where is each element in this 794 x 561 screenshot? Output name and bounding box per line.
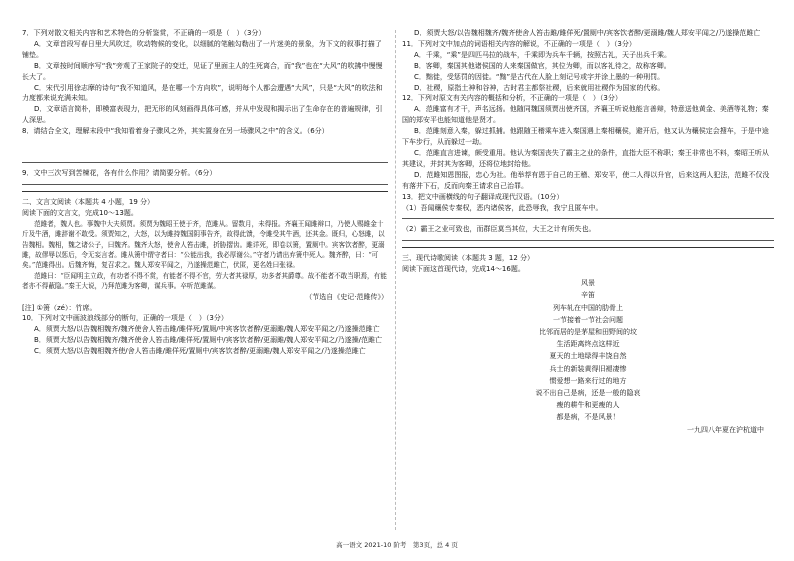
- poem-line: 瘦的耕牛和更瘦的人: [556, 401, 620, 410]
- poem-line: 列车轧在中国的肋骨上: [553, 303, 623, 312]
- q11-option-c: C．黜徙，受惩罚的因徙。“黜”是古代在人脸上刻记号或字并涂上墨的一种刑罚。: [414, 72, 665, 81]
- q10-option-c: C．须贾大怒/以告魏相魏齐使/舍人笞击雎/雎佯死/置厕中/宾客饮者醉/更溺雎/魏人郑安平闻之/乃遂操范雎亡: [34, 347, 366, 356]
- q13-sentence-2: （2）霸王之业可致也，而群臣莫当其位，大王之计有所失也。: [402, 225, 596, 234]
- q13-sentence-1: （1）吾闻穰侯专秦权，恶内诸侯客，此恐辱我，我宁且匿车中。: [402, 203, 603, 212]
- left-column: [22, 28, 388, 357]
- section-divider: [22, 191, 388, 192]
- q7-option-a: A．文章首段写春日里大风吹过，吹动物候的变化，以细腻的笔触勾勒出了一片迷美的景象，为下文的叙事打描了铺垫。: [22, 39, 382, 59]
- answer-line: [402, 218, 774, 219]
- passage-paragraph: 范雎曰：“臣闻明主立政，有功者不得不赏，有能者不得不官，劳大者其禄厚，功多者其爵尊。故不能者不敢当职焉，有能者亦不得蔽隐。”秦王大说，乃拜范雎为客卿，谋兵事。卒听范雎谋。: [22, 271, 387, 291]
- section-divider: [402, 247, 774, 248]
- q11-stem: 11．下列对文中加点的词语相关内容的解说，不正确的一项是（ ）（3分）: [402, 39, 636, 48]
- q10-option-d: D．须贾大怒/以告魏相魏齐/魏齐使舍人笞击雎/雎佯死/置厕中/宾客饮者醉/更溺雎/魏人郑安平闻之/乃遂操范雎亡: [414, 29, 761, 37]
- poem-author: 辛笛: [581, 291, 595, 300]
- poem-line: 生活距离终点这样近: [556, 340, 620, 349]
- answer-line: [22, 184, 388, 185]
- poem-title: 风景: [581, 279, 595, 288]
- section3-intro: 阅读下面这首现代诗，完成14～16题。: [402, 265, 525, 274]
- q11-option-a: A．千乘，“乘”是四匹马拉的战车，千乘即为兵车千辆，按照古礼，天子出兵千乘。: [414, 50, 672, 59]
- q7-option-b: B．文章按时间顺序写“我”旁观了王家院子的变迁，见证了里面主人的生死离合，而“我”也在“大风”的吹拂中慢慢长大了。: [22, 61, 383, 81]
- passage-paragraph: 范雎者，魏人也。事魏中大夫须贾。须贾为魏昭王使于齐，范雎从。留数月，未得报。齐襄王闻雎辩口，乃使人赐雎金十斤及牛酒，雎辞谢不敢受。须贾知之，大怒，以为雎持魏国阴事告齐，故得此馈，令雎受其牛酒，还其金。既归，心怒雎，以告魏相。魏相，魏之诸公子，曰魏齐。魏齐大怒，使舍人笞击雎，折胁摺齿。雎详死，即卷以箦，置厕中。宾客饮者醉，更溺雎，故僇辱以惩后，令无妄言者。雎从箦中谓守者曰：“公能出我，我必厚谢公。”守者乃请出弃箦中死人。魏齐醉，曰：“可矣。”范雎得出。后魏齐悔，复召求之。魏人郑安平闻之，乃遂操范雎亡，伏匿，更名姓曰张禄。: [22, 219, 385, 270]
- poem-line: 一节接着一节社会问题: [553, 315, 623, 324]
- section2-intro: 阅读下面的文言文，完成10～13题。: [22, 208, 138, 217]
- q12-option-c: C．范雎直言进谏，颇受重用。他认为秦国丧失了霸主之业的条件，直指大臣不称职；秦王非常也不料，秦昭王听从其建议，并封其为客卿，还将位地封给他。: [402, 148, 769, 168]
- poem-line: 夏天的土地绿得丰饶自然: [549, 352, 627, 361]
- q9-stem: 9．文中三次写到苦楝花，各有什么作用？请简要分析。（6分）: [22, 169, 217, 178]
- answer-line: [22, 162, 388, 163]
- q13-stem: 13．把文中画横线的句子翻译成现代汉语。（10分）: [402, 192, 564, 201]
- poem-line: 比邻而居的是茅屋和田野间的坟: [539, 327, 637, 336]
- poem-line: 说不出自己是病，还是一般的隐哀: [535, 388, 641, 397]
- q8-answer-space: [22, 137, 388, 157]
- q11-option-d: D．社稷，原指土神和谷神，古时君主都祭社稷，后来就用社稷作为国家的代称。: [414, 83, 665, 92]
- q8-stem: 8．请结合全文，理解末段中“我知看着身子骤风之外，其实置身在另一场骤风之中”的含义。（6分）: [22, 127, 329, 136]
- poem-date: 一九四八年夏在沪杭道中: [687, 425, 764, 434]
- q12-option-a: A．范雎富有才干，声名远扬。他随同魏国须贾出使齐国，齐襄王听说他能言善辩，特意送他黄金、美酒等礼物；秦国的郑安平也能知道他是贤才。: [402, 105, 769, 125]
- right-column: [402, 28, 774, 436]
- passage-note: [注] ①箦（zé）：竹席。: [22, 303, 97, 312]
- poem-line: 惯爱想一路来行过的地方: [549, 376, 627, 385]
- q7-option-c: C．宋代引用徐志摩的诗句“我不知道风，是在哪一个方向吹”，说明每个人都会遭遇“大风”，只是“大风”的吹法和力度都来说充满未知。: [22, 83, 383, 103]
- section2-title: 二、文言文阅读（本题共 4 小题，19 分）: [22, 197, 155, 206]
- passage-source: （节选自《史记·范雎传》）: [305, 292, 388, 301]
- answer-line: [402, 240, 774, 241]
- q10-option-a: A．须贾大怒/以告魏相魏齐/魏齐使舍人笞击雎/雎佯死/置厕/中宾客饮者醉/更溺雎/魏人郑安平闻之/乃遂操范雎亡: [34, 325, 380, 334]
- classical-passage: [22, 219, 388, 292]
- q10-option-b: B．须贾大怒/以告魏相魏齐/魏齐使舍人笞击雎/雎佯死/置厕中/宾客饮者醉/更溺雎/魏人郑安平闻之/乃遂操/范雎亡: [34, 336, 383, 345]
- column-divider: [395, 30, 396, 530]
- q12-stem: 12．下列对原文有关内容的概括和分析，不正确的一项是（ ）（3分）: [402, 94, 622, 103]
- poem: [402, 277, 774, 436]
- poem-line: 兵士的新装黄得旧褪凄惨: [549, 364, 627, 373]
- q7-option-d: D．文章语言简朴，即模富表现力，把无形的风刻画得具体可感，并从中发现和揭示出了生命存在的普遍规律，引人深思。: [22, 105, 383, 125]
- q12-option-d: D．范雎知恩图报，忠心为社。他举荐有恩于自己的王稽、郑安平，使二人得以升官，后来这两人犯法，范雎不仅没有落井下石，反而向秦王请求自己治罪。: [402, 170, 770, 190]
- q10-stem: 10．下列对文中画波浪线部分的断句，正确的一项是（ ）（3分）: [22, 314, 228, 323]
- page-footer: 高一语文 2021-10 阶考 第3页，总 4 页: [336, 541, 458, 549]
- q11-option-b: B．客卿，秦国其他诸侯国的人来秦国做官，其位为卿，而以客礼待之，故称客卿。: [414, 61, 671, 70]
- q12-option-b: B．范雎刻意入秦，躲过抓捕。他跟随王稽乘车进入秦国遇上秦相穰侯，避开后，他又认为穰侯定会搜车，于是中途下车步行，从而躲过一劫。: [402, 127, 769, 147]
- q7-stem: 7．下列对散文相关内容和艺术特色的分析鉴赏，不正确的一项是（ ）（3分）: [22, 29, 266, 37]
- poem-line: 都是病，不是风景！: [556, 413, 620, 422]
- section3-title: 三、现代诗歌阅读（本题共 3 题，12 分）: [402, 254, 535, 263]
